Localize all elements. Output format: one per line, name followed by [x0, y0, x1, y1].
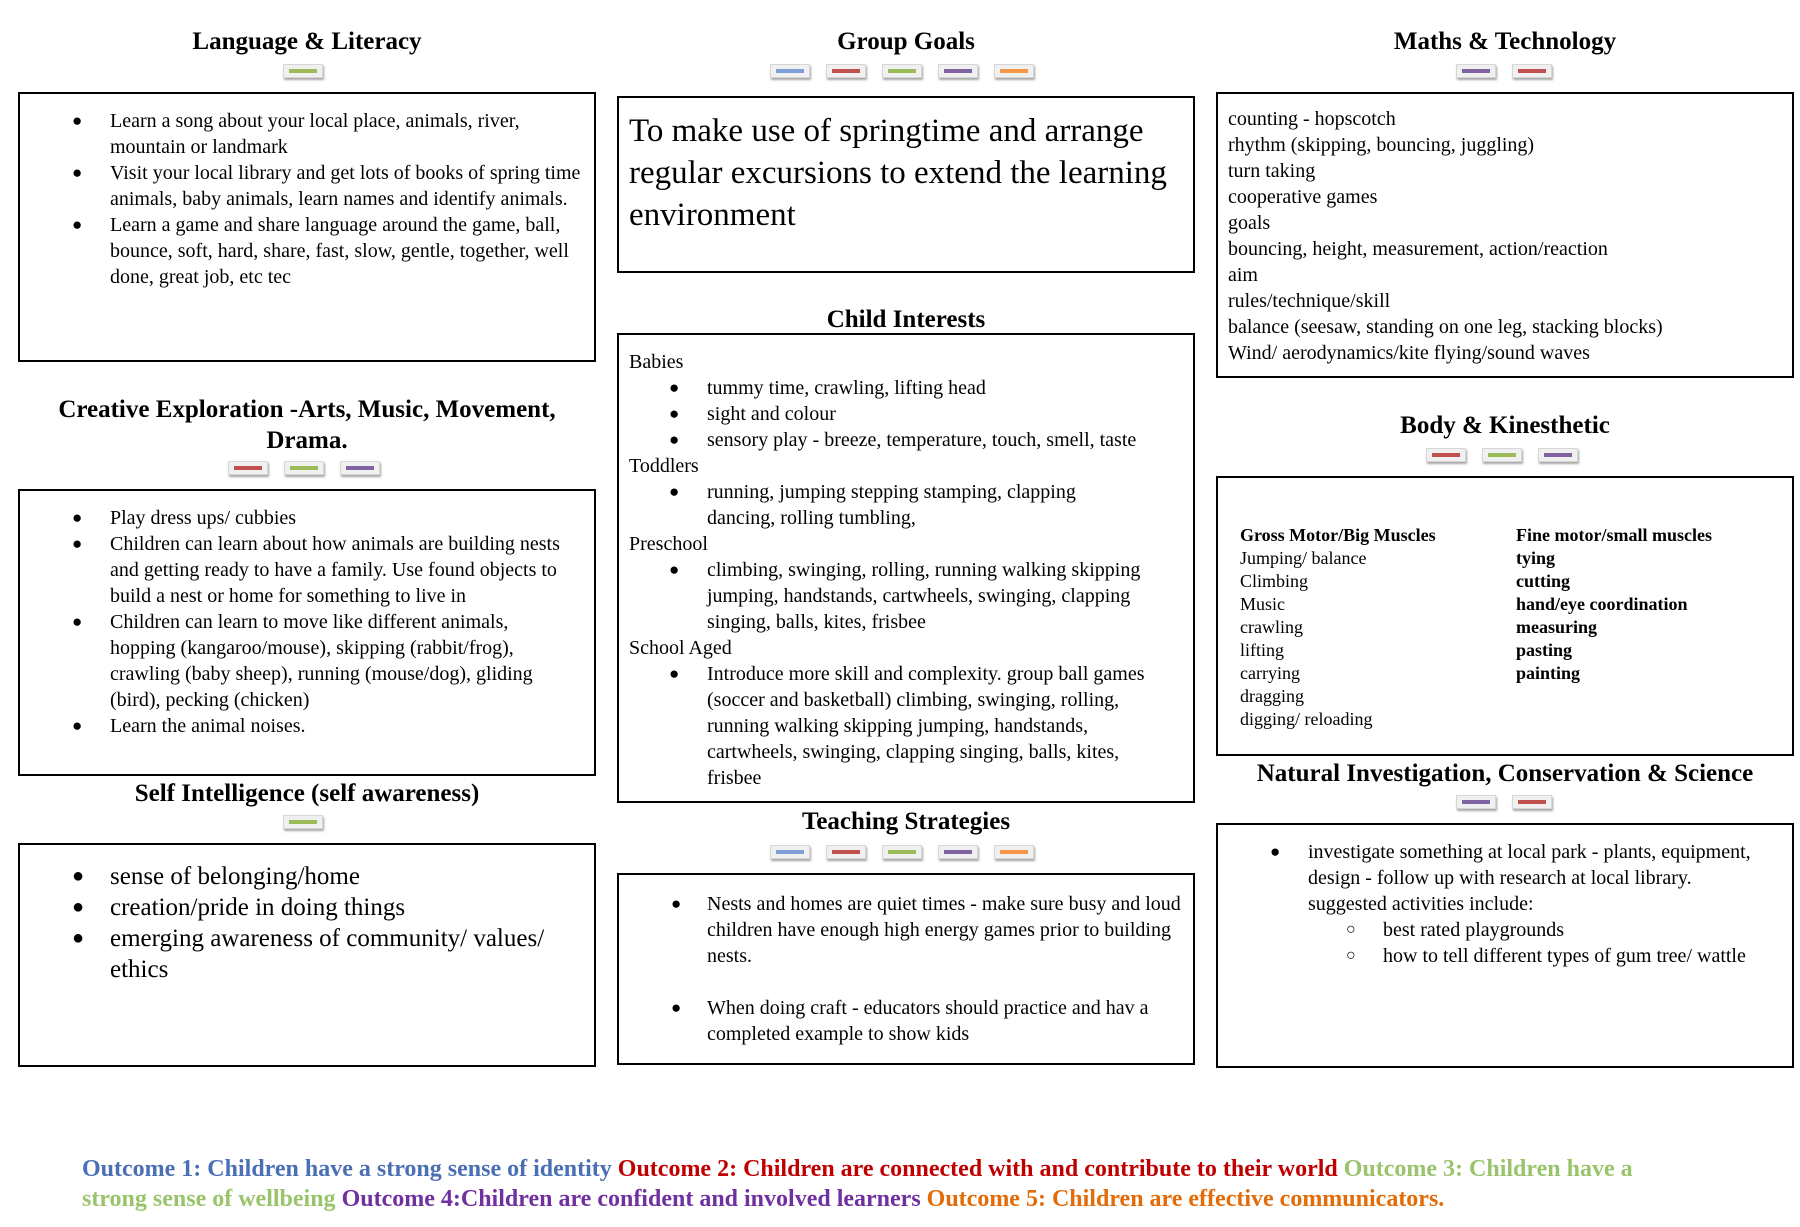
group-goals-outcome-swatches [770, 64, 1040, 80]
teaching-strategies-list [619, 891, 1193, 1047]
maths-line: Wind/ aerodynamics/kite flying/sound waves [1228, 342, 1590, 364]
outcome-5-swatch [994, 64, 1034, 78]
body-kinesthetic-title: Body & Kinesthetic [1400, 412, 1610, 439]
maths-line: goals [1228, 212, 1271, 234]
list-item: ● sight and colour [619, 401, 1193, 427]
outcome-1-text: Outcome 1: Children have a strong sense of identity [82, 1156, 612, 1182]
child-interests-group [619, 453, 1193, 531]
maths-technology-box [1216, 92, 1794, 378]
outcome-3-swatch [283, 64, 323, 78]
body-outcome-swatches [1426, 448, 1586, 464]
natural-item-text: investigate something at local park - plants, equipment, design - follow up with research at local library. suggested activities include: [1308, 841, 1751, 915]
list-item: ● sensory play - breeze, temperature, touch, smell, taste [619, 427, 1193, 453]
gross-motor-item: carrying [1240, 663, 1300, 683]
age-group-list [619, 661, 1193, 791]
age-group-list [619, 479, 1193, 531]
outcome-1-swatch [770, 845, 810, 859]
list-item: ○ best rated playgrounds [1218, 917, 1786, 943]
outcome-3-swatch [284, 461, 324, 475]
natural-investigation-list [1218, 839, 1792, 917]
list-item: ● climbing, swinging, rolling, running walking skipping jumping, handstands, cartwheels, swinging, clapping singing, balls, kites, frisbee [619, 557, 1187, 635]
child-interests-group [619, 635, 1193, 791]
list-item: ● Children can learn about how animals are building nests and getting ready to have a family. Use found objects to build a nest or home for something to live in [20, 531, 574, 609]
language-literacy-box [18, 92, 596, 362]
list-item: ● Learn a song about your local place, animals, river, mountain or landmark [20, 108, 594, 160]
list-item: ● sense of belonging/home [20, 861, 574, 892]
maths-outcome-swatches [1456, 64, 1556, 80]
outcome-2-swatch [826, 845, 866, 859]
group-goals-text: To make use of springtime and arrange regular excursions to extend the learning environment [629, 113, 1167, 233]
self-intelligence-box [18, 843, 596, 1067]
natural-investigation-title: Natural Investigation, Conservation & Science [1256, 760, 1754, 787]
outcome-2-swatch [1512, 64, 1552, 78]
fine-motor-column [1516, 524, 1786, 685]
list-item [1218, 839, 1772, 917]
list-item: ○ how to tell different types of gum tree/ wattle [1218, 943, 1786, 969]
list-item: ● Children can learn to move like different animals, hopping (kangaroo/mouse), skipping (rabbit/frog), crawling (baby sheep), running (mouse/dog), gliding (bird), pecking (chicken) [20, 609, 574, 713]
teaching-strategies-box [617, 873, 1195, 1065]
outcome-3-swatch [882, 64, 922, 78]
outcome-2-text: Outcome 2: Children are connected with and contribute to their world [617, 1156, 1338, 1182]
child-interests-group [619, 349, 1193, 453]
age-group-list [619, 557, 1193, 635]
creative-exploration-list [20, 505, 594, 739]
language-outcome-swatches [283, 64, 333, 80]
outcome-4-swatch [938, 845, 978, 859]
self-intelligence-list [20, 861, 594, 985]
outcome-4-text: Outcome 4:Children are confident and involved learners [341, 1186, 921, 1212]
gross-motor-item: lifting [1240, 640, 1284, 660]
fine-motor-item: tying [1516, 548, 1556, 568]
outcome-2-swatch [228, 461, 268, 475]
list-item: ● Visit your local library and get lots of books of spring time animals, baby animals, learn names and identify animals. [20, 160, 594, 212]
creative-exploration-title: Creative Exploration -Arts, Music, Movement, Drama. [58, 396, 556, 454]
fine-motor-item: measuring [1516, 617, 1597, 637]
outcome-3-swatch [882, 845, 922, 859]
maths-line: rules/technique/skill [1228, 290, 1391, 312]
teaching-strategies-title: Teaching Strategies [801, 808, 1011, 835]
outcome-3-swatch [1482, 448, 1522, 462]
list-item: ● Learn a game and share language around the game, ball, bounce, soft, hard, share, fast, slow, gentle, together, well done, great job, etc tec [20, 212, 594, 290]
language-literacy-list [20, 108, 594, 290]
list-item: ● creation/pride in doing things [20, 892, 574, 923]
natural-investigation-box [1216, 823, 1794, 1068]
list-item: ● When doing craft - educators should practice and hav a completed example to show kids [619, 995, 1181, 1047]
age-group-list [619, 375, 1193, 453]
outcome-3-swatch [283, 815, 323, 829]
self-outcome-swatches [283, 815, 333, 831]
list-item: ● Nests and homes are quiet times - make sure busy and loud children have enough high energy games prior to building nests. [619, 891, 1181, 969]
outcome-4-swatch [938, 64, 978, 78]
child-interests-box [617, 333, 1195, 803]
outcomes-legend [82, 1154, 1702, 1214]
maths-line: rhythm (skipping, bouncing, juggling) [1228, 134, 1535, 156]
language-literacy-title: Language & Literacy [192, 28, 422, 55]
gross-motor-item: dragging [1240, 686, 1304, 706]
fine-motor-item: cutting [1516, 571, 1570, 591]
gross-motor-item: crawling [1240, 617, 1303, 637]
gross-motor-heading: Gross Motor/Big Muscles [1240, 525, 1436, 545]
age-group-label: Preschool [629, 533, 708, 555]
child-interests-title: Child Interests [826, 306, 986, 333]
fine-motor-item: pasting [1516, 640, 1573, 660]
body-kinesthetic-box [1216, 476, 1794, 756]
gross-motor-item: Jumping/ balance [1240, 548, 1367, 568]
natural-outcome-swatches [1456, 795, 1556, 811]
outcome-3-text: Outcome 3: Children have a strong sense of wellbeing [82, 1156, 1633, 1212]
maths-line: balance (seesaw, standing on one leg, stacking blocks) [1228, 316, 1663, 338]
group-goals-title: Group Goals [837, 28, 975, 55]
outcome-1-swatch [770, 64, 810, 78]
list-item: ● Introduce more skill and complexity. group ball games (soccer and basketball) climbing, swinging, rolling, running walking skipping jumping, handstands, cartwheels, swinging, clapping singing, balls, kites, frisbee [619, 661, 1173, 791]
maths-line: bouncing, height, measurement, action/reaction [1228, 238, 1608, 260]
gross-motor-item: Climbing [1240, 571, 1309, 591]
gross-motor-item: digging/ reloading [1240, 709, 1373, 729]
gross-motor-column [1240, 524, 1500, 731]
outcome-5-text: Outcome 5: Children are effective communicators. [926, 1186, 1445, 1212]
age-group-label: School Aged [629, 637, 732, 659]
age-group-label: Toddlers [629, 455, 699, 477]
outcome-2-swatch [826, 64, 866, 78]
teaching-outcome-swatches [770, 845, 1040, 861]
gross-motor-item: Music [1240, 594, 1285, 614]
creative-outcome-swatches [228, 461, 388, 477]
outcome-5-swatch [994, 845, 1034, 859]
child-interests-group [619, 531, 1193, 635]
fine-motor-heading: Fine motor/small muscles [1516, 525, 1712, 545]
list-item: ● Learn the animal noises. [20, 713, 574, 739]
list-item: ● emerging awareness of community/ values/ ethics [20, 923, 574, 985]
creative-exploration-box [18, 489, 596, 776]
outcome-4-swatch [1456, 795, 1496, 809]
outcome-4-swatch [1538, 448, 1578, 462]
outcome-2-swatch [1426, 448, 1466, 462]
self-intelligence-title: Self Intelligence (self awareness) [134, 780, 480, 807]
outcome-4-swatch [1456, 64, 1496, 78]
age-group-label: Babies [629, 351, 684, 373]
outcome-2-swatch [1512, 795, 1552, 809]
list-item: ● running, jumping stepping stamping, clapping dancing, rolling tumbling, [619, 479, 1123, 531]
maths-line: turn taking [1228, 160, 1316, 182]
list-item: ● tummy time, crawling, lifting head [619, 375, 1193, 401]
list-item: ● Play dress ups/ cubbies [20, 505, 574, 531]
maths-line: aim [1228, 264, 1258, 286]
outcome-4-swatch [340, 461, 380, 475]
fine-motor-item: painting [1516, 663, 1581, 683]
natural-sub-list [1218, 917, 1792, 969]
maths-line: counting - hopscotch [1228, 108, 1396, 130]
maths-line: cooperative games [1228, 186, 1378, 208]
fine-motor-item: hand/eye coordination [1516, 594, 1688, 614]
maths-technology-title: Maths & Technology [1393, 28, 1617, 55]
group-goals-box [617, 96, 1195, 273]
